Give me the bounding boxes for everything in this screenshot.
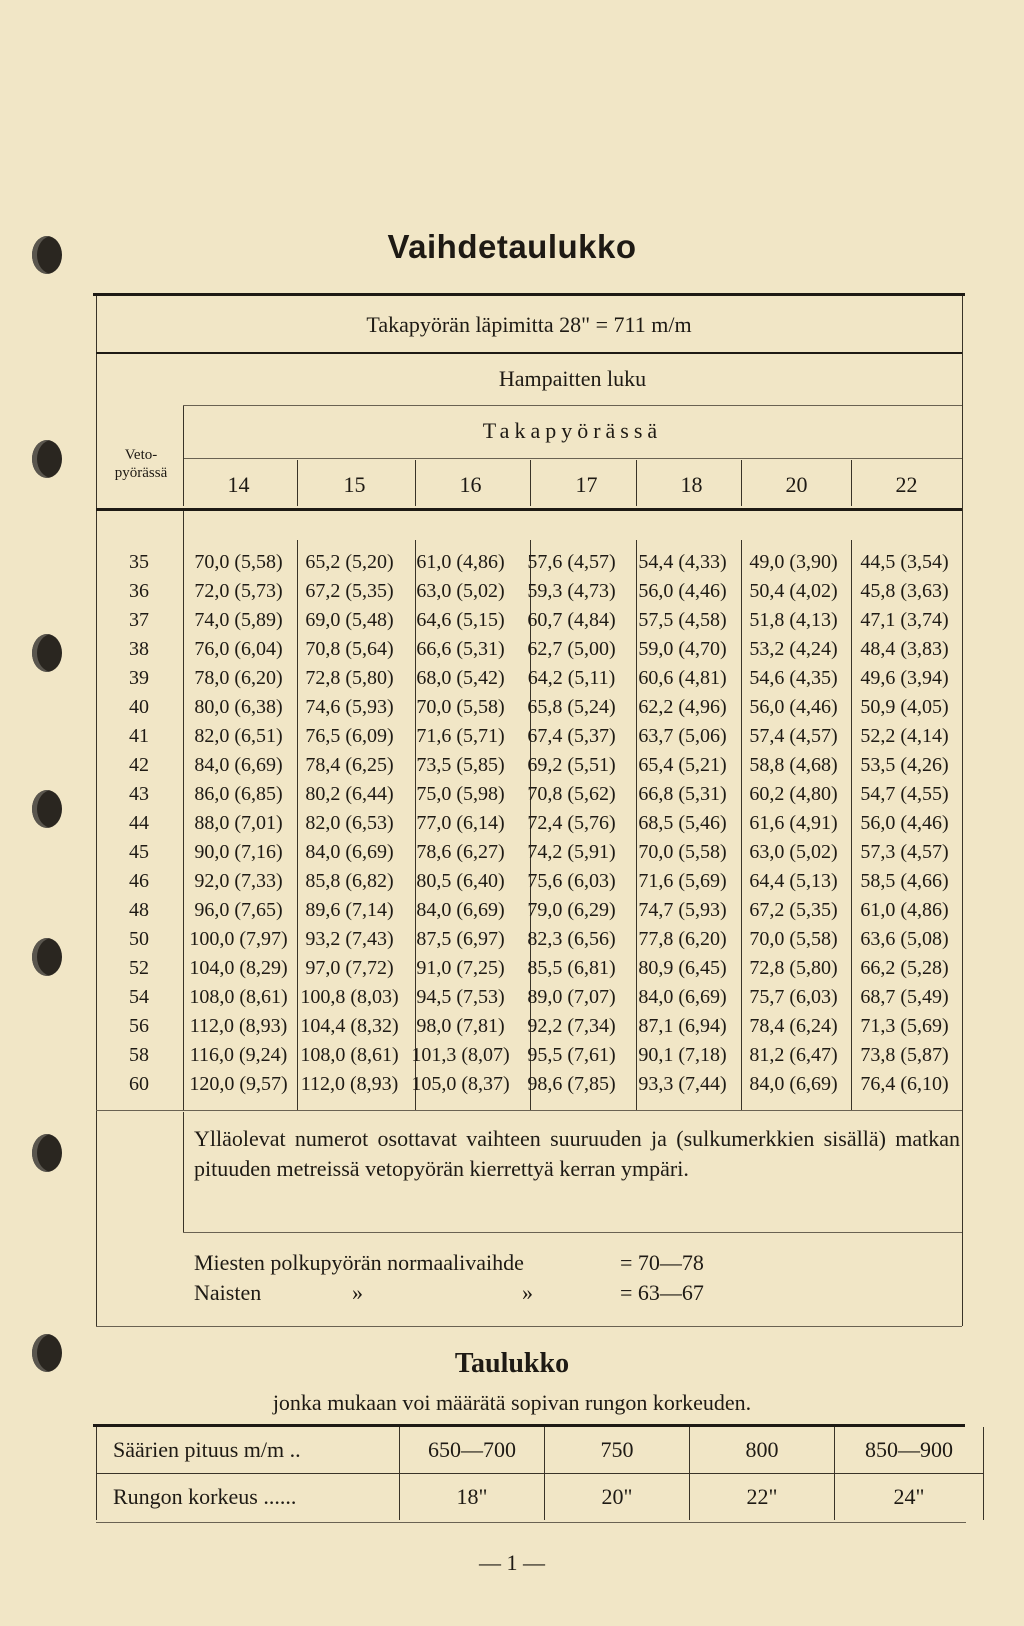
- note-left-border: [183, 1112, 184, 1232]
- gear-value-cell: 50,9 (4,05): [860, 696, 949, 718]
- gear-value-cell: 56,0 (4,46): [749, 696, 838, 718]
- gear-value-cell: 93,3 (7,44): [638, 1073, 727, 1095]
- gear-value-cell: 108,0 (8,61): [300, 1044, 399, 1066]
- gear-value-cell: 56,0 (4,46): [638, 580, 727, 602]
- table-top-rule: [93, 293, 965, 296]
- header-rule: [183, 458, 962, 459]
- drive-wheel-caption: [100, 446, 182, 482]
- gear-value-cell: 74,2 (5,91): [527, 841, 616, 863]
- gear-value-cell: 68,7 (5,49): [860, 986, 949, 1008]
- gear-value-cell: 70,0 (5,58): [638, 841, 727, 863]
- gear-value-cell: 71,3 (5,69): [860, 1015, 949, 1037]
- column-divider: [530, 460, 531, 506]
- drive-teeth-cell: 36: [129, 580, 149, 602]
- gear-value-cell: 98,6 (7,85): [527, 1073, 616, 1095]
- leg-length-label: Säärien pituus m/m ..: [97, 1427, 400, 1474]
- table-row: [95, 1012, 960, 1041]
- column-divider: [636, 460, 637, 506]
- table-row: [95, 751, 960, 780]
- gear-value-cell: 100,8 (8,03): [300, 986, 399, 1008]
- gear-value-cell: 45,8 (3,63): [860, 580, 949, 602]
- gear-value-cell: 105,0 (8,37): [411, 1073, 510, 1095]
- table-row: [95, 577, 960, 606]
- gear-value-cell: 75,7 (6,03): [749, 986, 838, 1008]
- table-row: [95, 664, 960, 693]
- gear-value-cell: 71,6 (5,69): [638, 870, 727, 892]
- page-number: — 1 —: [479, 1550, 545, 1575]
- gear-value-cell: 54,4 (4,33): [638, 551, 727, 573]
- gear-value-cell: 77,0 (6,14): [416, 812, 505, 834]
- gear-value-cell: 68,0 (5,42): [416, 667, 505, 689]
- gear-value-cell: 96,0 (7,65): [194, 899, 283, 921]
- gear-value-cell: 78,4 (6,25): [305, 754, 394, 776]
- column-divider: [415, 460, 416, 506]
- gear-value-cell: 54,7 (4,55): [860, 783, 949, 805]
- binder-hole: [32, 634, 62, 672]
- table-row: [95, 809, 960, 838]
- binder-hole: [32, 938, 62, 976]
- frame-height-value: 18": [400, 1474, 545, 1521]
- gear-value-cell: 112,0 (8,93): [189, 1015, 288, 1037]
- gear-value-cell: 116,0 (9,24): [189, 1044, 288, 1066]
- gear-value-cell: 60,2 (4,80): [749, 783, 838, 805]
- header-bottom-rule: [96, 508, 962, 511]
- gear-value-cell: 61,6 (4,91): [749, 812, 838, 834]
- gear-value-cell: 57,3 (4,57): [860, 841, 949, 863]
- frame-table-title: Taulukko: [454, 1348, 570, 1379]
- drive-teeth-cell: 52: [129, 957, 149, 979]
- gear-value-cell: 67,2 (5,35): [305, 580, 394, 602]
- gear-value-cell: 62,7 (5,00): [527, 638, 616, 660]
- drive-teeth-cell: 50: [129, 928, 149, 950]
- gear-value-cell: 78,0 (6,20): [194, 667, 283, 689]
- table-right-border: [962, 296, 963, 1326]
- table-row: [95, 867, 960, 896]
- table-body-bottom-rule: [96, 1110, 962, 1111]
- table-row: [97, 1427, 984, 1474]
- gear-value-cell: 120,0 (9,57): [189, 1073, 288, 1095]
- gear-value-cell: 76,5 (6,09): [305, 725, 394, 747]
- gear-value-cell: 57,5 (4,58): [638, 609, 727, 631]
- gear-value-cell: 52,2 (4,14): [860, 725, 949, 747]
- note-bottom-rule: [183, 1232, 962, 1233]
- gear-value-cell: 74,0 (5,89): [194, 609, 283, 631]
- gear-value-cell: 68,5 (5,46): [638, 812, 727, 834]
- gear-value-cell: 58,8 (4,68): [749, 754, 838, 776]
- column-divider: [297, 460, 298, 506]
- women-gear-label: Naisten: [194, 1280, 262, 1305]
- gear-value-cell: 56,0 (4,46): [860, 812, 949, 834]
- column-divider: [851, 460, 852, 506]
- gear-table: [95, 548, 960, 1099]
- table-row: [95, 606, 960, 635]
- gear-value-cell: 63,7 (5,06): [638, 725, 727, 747]
- frame-height-value: 20": [545, 1474, 690, 1521]
- drive-label-line1: Veto-: [124, 447, 158, 463]
- rear-teeth-header: 22: [895, 472, 918, 497]
- column-divider: [183, 406, 184, 506]
- leg-length-value: 800: [690, 1427, 835, 1474]
- gear-value-cell: 79,0 (6,29): [527, 899, 616, 921]
- drive-teeth-cell: 44: [129, 812, 149, 834]
- gear-value-cell: 49,0 (3,90): [749, 551, 838, 573]
- leg-length-value: 750: [545, 1427, 690, 1474]
- gear-value-cell: 60,7 (4,84): [527, 609, 616, 631]
- gear-value-cell: 63,0 (5,02): [749, 841, 838, 863]
- gear-value-cell: 60,6 (4,81): [638, 667, 727, 689]
- table-row: [95, 1070, 960, 1099]
- gear-value-cell: 77,8 (6,20): [638, 928, 727, 950]
- frame-table-bottom-rule: [96, 1522, 966, 1523]
- gear-value-cell: 58,5 (4,66): [860, 870, 949, 892]
- gear-value-cell: 69,0 (5,48): [305, 609, 394, 631]
- frame-height-value: 22": [690, 1474, 835, 1521]
- drive-teeth-cell: 54: [129, 986, 149, 1008]
- table-row: [95, 548, 960, 577]
- wheel-diameter-caption: Takapyörän läpimitta 28" = 711 m/m: [366, 312, 692, 337]
- gear-value-cell: 61,0 (4,86): [416, 551, 505, 573]
- gear-value-cell: 57,6 (4,57): [527, 551, 616, 573]
- ditto-mark: »: [352, 1280, 363, 1305]
- table-bottom-rule: [96, 1326, 962, 1327]
- gear-value-cell: 71,6 (5,71): [416, 725, 505, 747]
- gear-value-cell: 80,5 (6,40): [416, 870, 505, 892]
- gear-value-cell: 44,5 (3,54): [860, 551, 949, 573]
- drive-teeth-cell: 43: [129, 783, 149, 805]
- gear-value-cell: 112,0 (8,93): [300, 1073, 399, 1095]
- rear-teeth-header: 17: [575, 472, 598, 497]
- leg-length-value: 650—700: [400, 1427, 545, 1474]
- header-rule: [183, 405, 962, 406]
- table-row: [95, 983, 960, 1012]
- drive-teeth-cell: 42: [129, 754, 149, 776]
- men-gear-label: Miesten polkupyörän normaalivaihde: [194, 1250, 524, 1275]
- gear-value-cell: 57,4 (4,57): [749, 725, 838, 747]
- gear-value-cell: 82,3 (6,56): [527, 928, 616, 950]
- gear-value-cell: 74,7 (5,93): [638, 899, 727, 921]
- table-row: [95, 635, 960, 664]
- drive-label-line2: pyörässä: [114, 465, 168, 481]
- gear-value-cell: 69,2 (5,51): [527, 754, 616, 776]
- gear-value-cell: 108,0 (8,61): [189, 986, 288, 1008]
- gear-value-cell: 86,0 (6,85): [194, 783, 283, 805]
- gear-value-cell: 87,5 (6,97): [416, 928, 505, 950]
- binder-hole: [32, 1134, 62, 1172]
- table-row: [95, 838, 960, 867]
- gear-value-cell: 50,4 (4,02): [749, 580, 838, 602]
- drive-teeth-cell: 56: [129, 1015, 149, 1037]
- gear-value-cell: 92,2 (7,34): [527, 1015, 616, 1037]
- gear-value-cell: 73,8 (5,87): [860, 1044, 949, 1066]
- rear-teeth-header: 15: [343, 472, 366, 497]
- drive-teeth-cell: 60: [129, 1073, 149, 1095]
- gear-value-cell: 89,0 (7,07): [527, 986, 616, 1008]
- gear-value-cell: 66,8 (5,31): [638, 783, 727, 805]
- table-row: [95, 722, 960, 751]
- gear-value-cell: 95,5 (7,61): [527, 1044, 616, 1066]
- binder-hole: [32, 790, 62, 828]
- drive-teeth-cell: 40: [129, 696, 149, 718]
- gear-value-cell: 61,0 (4,86): [860, 899, 949, 921]
- rear-teeth-header: 20: [785, 472, 808, 497]
- page-title: Vaihdetaulukko: [387, 228, 637, 265]
- column-divider: [741, 460, 742, 506]
- gear-value-cell: 63,6 (5,08): [860, 928, 949, 950]
- gear-value-cell: 84,0 (6,69): [194, 754, 283, 776]
- gear-value-cell: 82,0 (6,53): [305, 812, 394, 834]
- gear-value-cell: 67,4 (5,37): [527, 725, 616, 747]
- gear-value-cell: 53,5 (4,26): [860, 754, 949, 776]
- gear-value-cell: 78,6 (6,27): [416, 841, 505, 863]
- gear-value-cell: 75,6 (6,03): [527, 870, 616, 892]
- gear-value-cell: 70,0 (5,58): [749, 928, 838, 950]
- rear-teeth-header: 18: [680, 472, 703, 497]
- gear-value-cell: 92,0 (7,33): [194, 870, 283, 892]
- gear-value-cell: 49,6 (3,94): [860, 667, 949, 689]
- table-row: [95, 896, 960, 925]
- gear-value-cell: 47,1 (3,74): [860, 609, 949, 631]
- gear-value-cell: 101,3 (8,07): [411, 1044, 510, 1066]
- men-gear-value: = 70—78: [620, 1250, 704, 1275]
- teeth-count-caption: Hampaitten luku: [498, 366, 647, 391]
- gear-value-cell: 84,0 (6,69): [749, 1073, 838, 1095]
- gear-value-cell: 84,0 (6,69): [305, 841, 394, 863]
- gear-value-cell: 70,0 (5,58): [416, 696, 505, 718]
- frame-height-label: Rungon korkeus ......: [97, 1474, 400, 1521]
- gear-value-cell: 48,4 (3,83): [860, 638, 949, 660]
- table-row: [95, 1041, 960, 1070]
- women-gear-value: = 63—67: [620, 1280, 704, 1305]
- gear-value-cell: 98,0 (7,81): [416, 1015, 505, 1037]
- gear-value-cell: 73,5 (5,85): [416, 754, 505, 776]
- rear-wheel-caption: Takapyörässä: [482, 418, 663, 443]
- gear-value-cell: 84,0 (6,69): [416, 899, 505, 921]
- drive-teeth-cell: 45: [129, 841, 149, 863]
- gear-value-cell: 53,2 (4,24): [749, 638, 838, 660]
- gear-value-cell: 64,2 (5,11): [527, 667, 616, 689]
- frame-table-subtitle: jonka mukaan voi määrätä sopivan rungon korkeuden.: [272, 1390, 752, 1415]
- gear-value-cell: 72,0 (5,73): [194, 580, 283, 602]
- gear-value-cell: 76,4 (6,10): [860, 1073, 949, 1095]
- gear-value-cell: 81,2 (6,47): [749, 1044, 838, 1066]
- drive-teeth-cell: 39: [129, 667, 149, 689]
- drive-teeth-cell: 48: [129, 899, 149, 921]
- gear-value-cell: 89,6 (7,14): [305, 899, 394, 921]
- gear-value-cell: 72,8 (5,80): [305, 667, 394, 689]
- leg-length-value: 850—900: [835, 1427, 984, 1474]
- caption-rule: [96, 352, 962, 354]
- gear-value-cell: 51,8 (4,13): [749, 609, 838, 631]
- gear-value-cell: 104,0 (8,29): [189, 957, 288, 979]
- table-row: [97, 1474, 984, 1521]
- table-row: [95, 693, 960, 722]
- gear-value-cell: 82,0 (6,51): [194, 725, 283, 747]
- gear-value-cell: 72,8 (5,80): [749, 957, 838, 979]
- gear-value-cell: 80,2 (6,44): [305, 783, 394, 805]
- gear-value-cell: 93,2 (7,43): [305, 928, 394, 950]
- ditto-mark: »: [522, 1280, 533, 1305]
- gear-value-cell: 100,0 (7,97): [189, 928, 288, 950]
- gear-value-cell: 62,2 (4,96): [638, 696, 727, 718]
- gear-value-cell: 78,4 (6,24): [749, 1015, 838, 1037]
- gear-value-cell: 87,1 (6,94): [638, 1015, 727, 1037]
- gear-value-cell: 65,8 (5,24): [527, 696, 616, 718]
- drive-teeth-cell: 38: [129, 638, 149, 660]
- gear-value-cell: 70,0 (5,58): [194, 551, 283, 573]
- table-row: [95, 780, 960, 809]
- gear-value-cell: 63,0 (5,02): [416, 580, 505, 602]
- gear-value-cell: 90,0 (7,16): [194, 841, 283, 863]
- gear-value-cell: 74,6 (5,93): [305, 696, 394, 718]
- gear-value-cell: 67,2 (5,35): [749, 899, 838, 921]
- frame-height-value: 24": [835, 1474, 984, 1521]
- drive-teeth-cell: 58: [129, 1044, 149, 1066]
- gear-value-cell: 66,2 (5,28): [860, 957, 949, 979]
- drive-teeth-cell: 37: [129, 609, 149, 631]
- gear-value-cell: 97,0 (7,72): [305, 957, 394, 979]
- gear-value-cell: 76,0 (6,04): [194, 638, 283, 660]
- gear-value-cell: 85,5 (6,81): [527, 957, 616, 979]
- drive-teeth-cell: 46: [129, 870, 149, 892]
- binder-hole: [32, 440, 62, 478]
- gear-value-cell: 65,2 (5,20): [305, 551, 394, 573]
- gear-value-cell: 104,4 (8,32): [300, 1015, 399, 1037]
- frame-height-table: [96, 1427, 984, 1520]
- gear-value-cell: 80,0 (6,38): [194, 696, 283, 718]
- drive-teeth-cell: 41: [129, 725, 149, 747]
- explanation-note: Ylläolevat numerot osottavat vaihteen suuruuden ja (sulkumerkkien sisällä) matkan pituuden metreissä vetopyörän kierrettyä kerran ympäri.: [194, 1126, 960, 1181]
- gear-value-cell: 91,0 (7,25): [416, 957, 505, 979]
- gear-value-cell: 88,0 (7,01): [194, 812, 283, 834]
- gear-value-cell: 70,8 (5,62): [527, 783, 616, 805]
- gear-value-cell: 75,0 (5,98): [416, 783, 505, 805]
- gear-value-cell: 66,6 (5,31): [416, 638, 505, 660]
- drive-teeth-cell: 35: [129, 551, 149, 573]
- gear-value-cell: 85,8 (6,82): [305, 870, 394, 892]
- gear-value-cell: 84,0 (6,69): [638, 986, 727, 1008]
- gear-value-cell: 65,4 (5,21): [638, 754, 727, 776]
- gear-value-cell: 80,9 (6,45): [638, 957, 727, 979]
- gear-value-cell: 94,5 (7,53): [416, 986, 505, 1008]
- rear-teeth-header: 14: [227, 472, 250, 497]
- gear-value-cell: 59,3 (4,73): [527, 580, 616, 602]
- rear-teeth-header: 16: [459, 472, 482, 497]
- gear-value-cell: 90,1 (7,18): [638, 1044, 727, 1066]
- gear-value-cell: 64,6 (5,15): [416, 609, 505, 631]
- gear-value-cell: 59,0 (4,70): [638, 638, 727, 660]
- gear-value-cell: 64,4 (5,13): [749, 870, 838, 892]
- table-row: [95, 954, 960, 983]
- gear-value-cell: 72,4 (5,76): [527, 812, 616, 834]
- gear-value-cell: 54,6 (4,35): [749, 667, 838, 689]
- gear-value-cell: 70,8 (5,64): [305, 638, 394, 660]
- table-row: [95, 925, 960, 954]
